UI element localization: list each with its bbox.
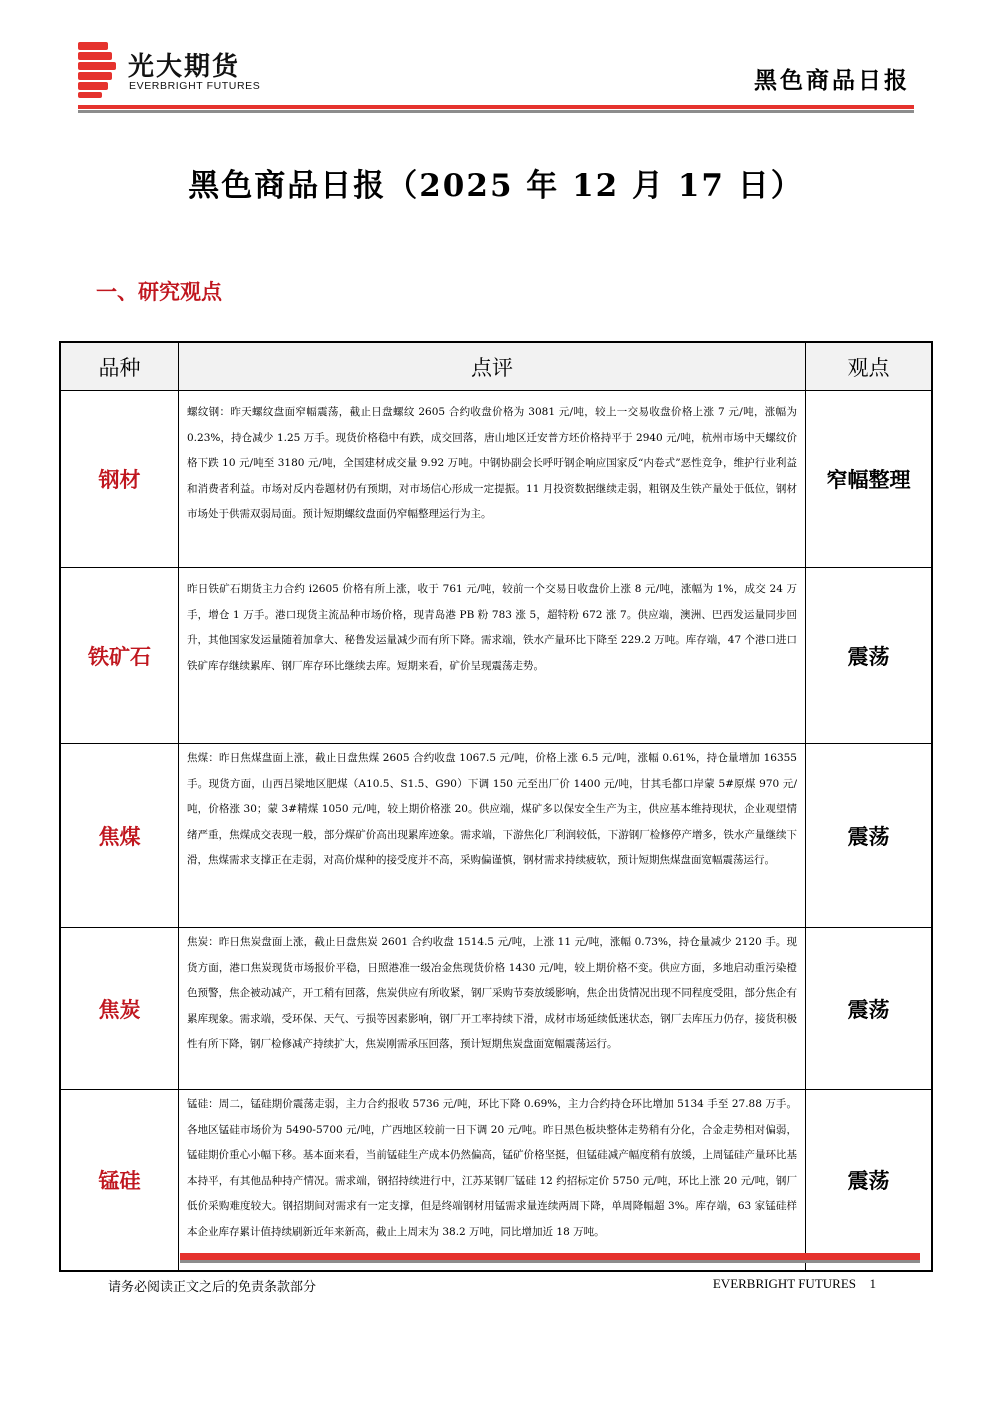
company-logo <box>78 42 288 98</box>
column-header-comment: 点评 <box>179 343 806 390</box>
category-cell: 钢材 <box>61 391 179 567</box>
header-divider <box>78 105 914 109</box>
comment-text: 螺纹钢：昨天螺纹盘面窄幅震荡，截止日盘螺纹 2605 合约收盘价格为 3081 元/吨，较上一交易收盘价格上涨 7 元/吨，涨幅为 0.23%，持仓减少 1.25 万手。现货价格稳中有跌，成交回落，唐山地区迁安普方坯价格持平于 2940 元/吨，杭州市场中天螺纹价格下跌 10 元/吨至 3180 元/吨，全国建材成交量 9.92 万吨。中钢协副会长呼吁钢企响应国家反“内卷式”恶性竞争，维护行业利益和消费者利益。市场对反内卷题材仍有预期，对市场信心形成一定提振。11 月投资数据继续走弱，粗钢及生铁产量处于低位，钢材市场处于供需双弱局面。预计短期螺纹盘面仍窄幅整理运行为主。 <box>187 406 797 520</box>
view-cell: 震荡 <box>847 1169 890 1193</box>
category-cell: 铁矿石 <box>61 568 179 743</box>
comment-cell <box>179 744 806 927</box>
comment-text: 锰硅：周二，锰硅期价震荡走弱，主力合约报收 5736 元/吨，环比下降 0.69%，主力合约持仓环比增加 5134 手至 27.88 万手。各地区锰硅市场价为 5490-5700 元/吨，广西地区较前一日下调 20 元/吨。昨日黑色板块整体走势稍有分化，合金走势相对偏弱，锰硅期价重心小幅下移。基本面来看，当前锰硅生产成本仍然偏高，锰矿价格坚挺，但锰硅减产幅度稍有放缓，上周锰硅产量环比基本持平，有其他品种持产情况。需求端，钢招持续进行中，江苏某钢厂锰硅 12 约招标定价 5750 元/吨，环比上涨 20 元/吨，钢厂低价采购难度较大。钢招期间对需求有一定支撑，但是终端钢材用锰需求量连续两周下降，单周降幅超 3%。库存端，63 家锰硅样本企业库存累计值持续刷新近年来新高，截止上周末为 38.2 万吨，同比增加近 18 万吨。 <box>187 1098 797 1238</box>
logo-name: 光大期货 <box>128 52 241 82</box>
logo-english-name: EVERBRIGHT FUTURES <box>129 80 261 92</box>
logo-mark-icon <box>78 42 116 98</box>
page-number: 1 <box>869 1276 876 1291</box>
table-row <box>61 567 931 743</box>
category-cell: 焦煤 <box>61 744 179 927</box>
view-cell: 震荡 <box>847 997 890 1022</box>
comment-cell <box>179 391 806 567</box>
category-cell: 锰硅 <box>61 1090 179 1270</box>
header-report-name: 黑色商品日报 <box>754 68 910 94</box>
category-cell: 焦炭 <box>61 928 179 1089</box>
view-cell: 窄幅整理 <box>826 468 911 492</box>
research-view-table <box>59 341 933 1272</box>
footer-divider <box>180 1253 920 1260</box>
comment-text: 焦炭：昨日焦炭盘面上涨，截止日盘焦炭 2601 合约收盘 1514.5 元/吨，上涨 11 元/吨，涨幅 0.73%，持仓量减少 2120 手。现货方面，港口焦炭现货市场报价平稳，日照港准一级冶金焦现货价格 1430 元/吨，较上期价格不变。供应方面，多地启动重污染橙色预警，焦企被动减产，开工稍有回落，焦炭供应有所收紧，钢厂采购节奏放缓影响，焦企出货情况出现不同程度受阻，部分焦企有累库现象。需求端，受环保、天气、亏损等因素影响，钢厂开工率持续下滑，成材市场延续低迷状态，钢厂去库压力仍存，接货积极性有所下降，钢厂检修减产持续扩大，焦炭刚需承压回落，预计短期焦炭盘面宽幅震荡运行。 <box>187 936 797 1050</box>
comment-cell <box>179 928 806 1089</box>
footer-brand: EVERBRIGHT FUTURES <box>712 1276 856 1291</box>
page-title: 黑色商品日报（2025 年 12 月 17 日） <box>188 168 804 204</box>
table-row <box>61 743 931 927</box>
section-heading: 一、研究观点 <box>96 280 222 304</box>
comment-cell <box>179 568 806 743</box>
footer-divider-shadow <box>180 1260 920 1263</box>
table-row <box>61 391 931 567</box>
view-cell: 震荡 <box>847 644 890 669</box>
comment-text: 焦煤：昨日焦煤盘面上涨，截止日盘焦煤 2605 合约收盘 1067.5 元/吨，价格上涨 6.5 元/吨，涨幅 0.61%，持仓量增加 16355 手。现货方面，山西吕梁地区肥煤（A10.5、S1.5、G90）下调 150 元至出厂价 1400 元/吨，甘其毛都口岸蒙 5#原煤 970 元/吨，价格涨 30；蒙 3#精煤 1050 元/吨，较上期价格涨 20。供应端，煤矿多以保安全生产为主，供应基本维持现状，企业观望情绪严重，焦煤成交表现一般，部分煤矿价高出现累库迹象。需求端，下游焦化厂利润较低，下游钢厂检修停产增多，铁水产量继续下滑，焦煤需求支撑正在走弱，对高价煤种的接受度并不高，采购偏谨慎，钢材需求持续疲软，预计短期焦煤盘面宽幅震荡运行。 <box>187 752 797 866</box>
footer-disclaimer: 请务必阅读正文之后的免责条款部分 <box>108 1280 317 1295</box>
header-divider-shadow <box>78 110 914 113</box>
table-row <box>61 1089 931 1270</box>
comment-text: 昨日铁矿石期货主力合约 i2605 价格有所上涨，收于 761 元/吨，较前一个交易日收盘价上涨 8 元/吨，涨幅为 1%，成交 24 万手，增仓 1 万手。港口现货主流品种市场价格，现青岛港 PB 粉 783 涨 5，超特粉 672 涨 7。供应端，澳洲、巴西发运量同步回升，其他国家发运量随着加拿大、秘鲁发运量减少而有所下降。需求端，铁水产量环比下降至 229.2 万吨。库存端，47 个港口进口铁矿库存继续累库、钢厂库存环比继续去库。短期来看，矿价呈现震荡走势。 <box>187 583 797 672</box>
table-row <box>61 927 931 1089</box>
table-header-row <box>61 343 931 391</box>
comment-cell <box>179 1090 806 1270</box>
view-cell: 震荡 <box>847 824 890 849</box>
column-header-category: 品种 <box>61 343 179 390</box>
column-header-view: 观点 <box>847 355 890 380</box>
